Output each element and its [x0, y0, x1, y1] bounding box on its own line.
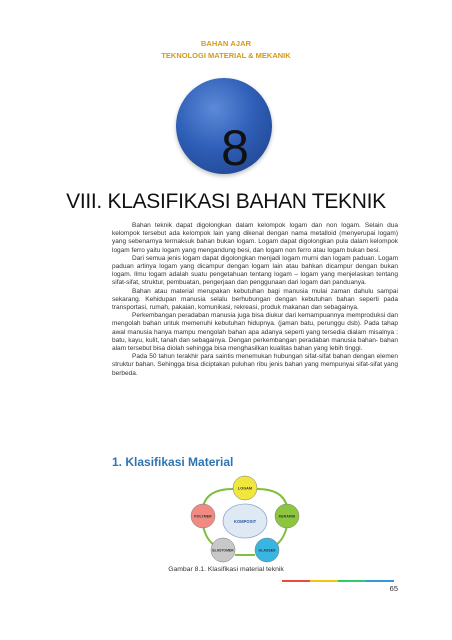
node-keramik-label: KERAMIK	[278, 514, 296, 519]
chapter-title: VIII. KLASIFIKASI BAHAN TEKNIK	[66, 190, 386, 213]
chapter-number: 8	[221, 120, 249, 176]
paragraph-5: Pada 50 tahun terakhir para saintis menemukan hubungan sifat-sifat bahan dengan elemen struktur bahan. Sehingga bisa diciptakan puluhan ribu jenis bahan yang mempunyai sifat-sifat yang berbeda.	[112, 353, 398, 377]
node-elastomer-label: ELASTOMER	[212, 548, 234, 553]
node-glasses	[255, 538, 279, 562]
footer-rule-segment-green	[338, 580, 366, 582]
node-glasses-label: GLASSES	[258, 548, 276, 553]
footer-rule-segment-blue	[366, 580, 394, 582]
node-logam-label: LOGAM	[237, 486, 253, 491]
diagram-center	[223, 504, 267, 538]
paragraph-3: Bahan atau material merupakan kebutuhan bagi manusia mulai zaman dahulu sampai sekarang. Kehidupan manusia selalu berhubungan dengan kebutuhan bahan seperti pada transportasi, rumah, pakaian, komunikasi, rekreasi, produk makanan dan sebagainya.	[112, 287, 398, 312]
node-logam	[233, 476, 257, 500]
header-course-title: TEKNOLOGI MATERIAL & MEKANIK	[161, 51, 291, 60]
footer-color-rule	[282, 580, 394, 582]
section-heading: 1. Klasifikasi Material	[112, 455, 234, 469]
node-polymer-label: POLYMER	[194, 514, 212, 519]
page-number: 65	[389, 584, 398, 593]
classification-diagram	[183, 473, 307, 563]
paragraph-4: Perkembangan peradaban manusia juga bisa diukur dari kemampuannya memproduksi dan mengolah bahan untuk memenuhi kebutuhan hidupnya. (jaman batu, perunggu dsb). Pada tahap awal manusia hanya mampu mengolah bahan apa adanya seperti yang tersedia dialam misalnya : batu, kayu, kulit, tanah dan sebagainya. Dengan perkembangan peradaban manusia bahan- bahan alam tersebut bisa diolah sehingga bisa menghasilkan kualitas bahan yang lebih tinggi.	[112, 312, 398, 353]
paragraph-2: Dari semua jenis logam dapat digolongkan menjadi logam murni dan logam paduan. Logam paduan artinya logam yang dicampur dengan logam lain atau bahkan dicampur dengan bukan logam. Ilmu logam adalah suatu pengetahuan tentang logam – logam yang menjelaskan tentang sifat-sifat, struktur, pembuatan, pengerjaan dan penggunaan dari logam dan panduanya.	[112, 254, 398, 287]
body-text	[112, 222, 398, 378]
node-keramik	[275, 504, 299, 528]
node-elastomer	[211, 538, 235, 562]
footer-rule-segment-red	[282, 580, 310, 582]
paragraph-1: Bahan teknik dapat digolongkan dalam kelompok logam dan non logam. Selain dua kelompok tersebut ada kelompok lain yang dikenal dengan nama metalloid (menyerupai logam) yang sebenarnya termaksuk bahan bukan logam. Logam dapat digolongkan pula dalam kelompok logam ferro yaitu logam yang mengandung besi, dan logam non ferro atau logam bukan besi.	[112, 222, 398, 254]
center-label: KOMPOSIT	[233, 519, 257, 524]
node-polymer	[191, 504, 215, 528]
figure-caption: Gambar 8.1. Klasifikasi material teknik	[168, 566, 284, 573]
footer-rule-segment-yellow	[310, 580, 338, 582]
header-bahan-ajar: BAHAN AJAR	[200, 39, 252, 48]
